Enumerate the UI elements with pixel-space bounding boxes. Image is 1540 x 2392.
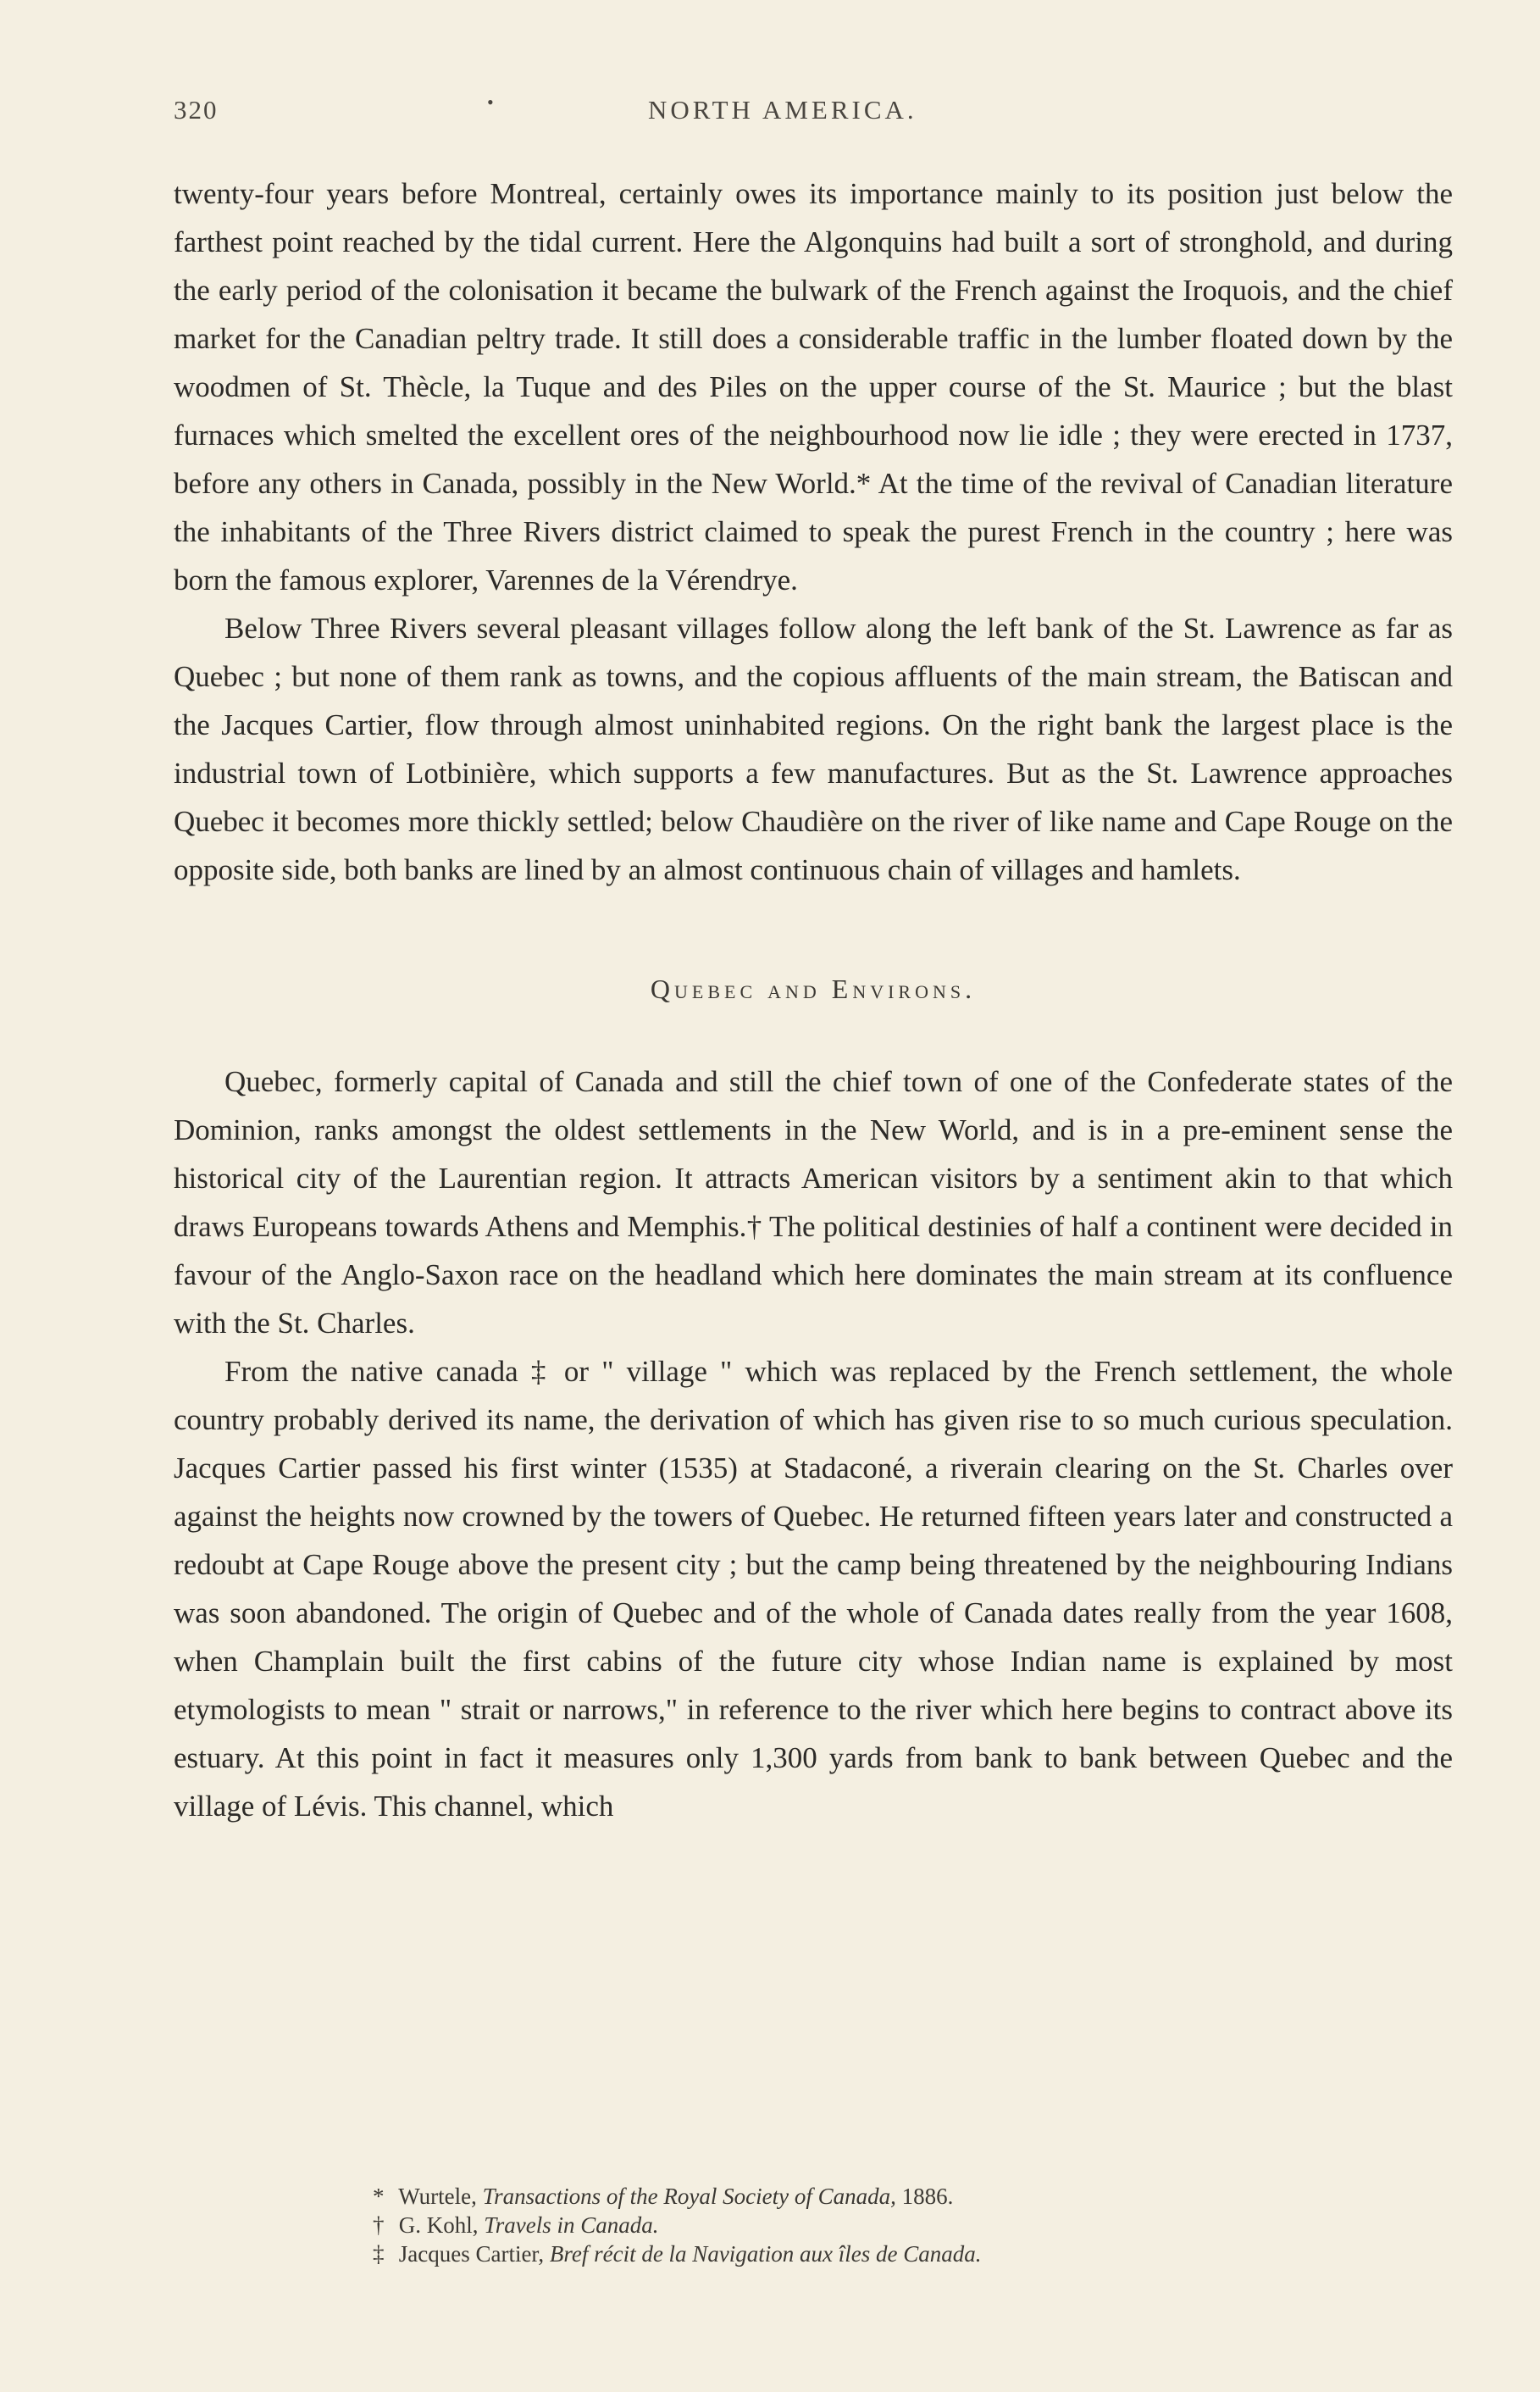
footnote-author: G. Kohl, [398, 2212, 479, 2238]
footnote [373, 2211, 1220, 2239]
paragraph: From the native canada ‡ or " village " which was replaced by the French settlement, the whole country probably derived its name, the derivation of which has given rise to so much curious speculation. Jacques Cartier passed his first winter (1535) at Stadaconé, a riverain clearing on the St. Charles over against the heights now crowned by the towers of Quebec. He returned fifteen years later and constructed a redoubt at Cape Rouge above the present city ; but the camp being threatened by the neighbouring Indians was soon abandoned. The origin of Quebec and of the whole of Canada dates really from the year 1608, when Champlain built the first cabins of the future city whose Indian name is explained by most etymologists to mean " strait or narrows," in reference to the river which here begins to contract above its estuary. At this point in fact it measures only 1,300 yards from bank to bank between Quebec and the village of Lévis. This channel, which [174, 1355, 1453, 1823]
footnote-mark: † [373, 2212, 385, 2238]
footnote-author: Wurtele, [398, 2184, 477, 2209]
paragraph: twenty-four years before Montreal, certainly owes its importance mainly to its position just below the farthest point reached by the tidal current. Here the Algonquins had built a sort of stronghold, and during the early period of the colonisation it became the bulwark of the French against the Iroquois, and the chief market for the Canadian peltry trade. It still does a considerable traffic in the lumber floated down by the woodmen of St. Thècle, la Tuque and des Piles on the upper course of the St. Maurice ; but the blast furnaces which smelted the excellent ores of the neighbourhood now lie idle ; they were erected in 1737, before any others in Canada, possibly in the New World.* At the time of the revival of Canadian literature the inhabitants of the Three Rivers district claimed to speak the purest French in the country ; here was born the famous explorer, Varennes de la Vérendrye. [174, 177, 1453, 597]
running-head [174, 92, 1449, 137]
footnote-work: Transactions of the Royal Society of Canada, [482, 2184, 896, 2209]
footnote [373, 2239, 1220, 2268]
footnote-mark: * [373, 2184, 385, 2209]
header-ornament: • [487, 92, 496, 113]
running-title: NORTH AMERICA. [648, 95, 917, 125]
footnote-work: Bref récit de la Navigation aux îles de Canada. [549, 2241, 982, 2267]
section-heading: Quebec and Environs. [650, 974, 977, 1004]
page-number: 320 [174, 95, 219, 125]
footnote-work: Travels in Canada. [484, 2212, 659, 2238]
footnote [373, 2182, 1220, 2211]
paragraph: Quebec, formerly capital of Canada and still the chief town of one of the Confederate states of the Dominion, ranks amongst the oldest settlements in the New World, and is in a pre-eminent sense the historical city of the Laurentian region. It attracts American visitors by a sentiment akin to that which draws Europeans towards Athens and Memphis.† The political destinies of half a continent were decided in favour of the Anglo-Saxon race on the headland which here dominates the main stream at its confluence with the St. Charles. [174, 1065, 1453, 1340]
footnote-mark: ‡ [373, 2241, 385, 2267]
footnote-author: Jacques Cartier, [398, 2241, 545, 2267]
paragraph: Below Three Rivers several pleasant villages follow along the left bank of the St. Lawrence as far as Quebec ; but none of them rank as towns, and the copious affluents of the main stream, the Batiscan and the Jacques Cartier, flow through almost uninhabited regions. On the right bank the largest place is the industrial town of Lotbinière, which supports a few manufactures. But as the St. Lawrence approaches Quebec it becomes more thickly settled; below Chaudière on the river of like name and Cape Rouge on the opposite side, both banks are lined by an almost continuous chain of villages and hamlets. [174, 612, 1453, 886]
footnote-year: 1886. [901, 2184, 954, 2209]
body-text [174, 169, 1453, 1830]
footnotes [373, 2182, 1220, 2268]
